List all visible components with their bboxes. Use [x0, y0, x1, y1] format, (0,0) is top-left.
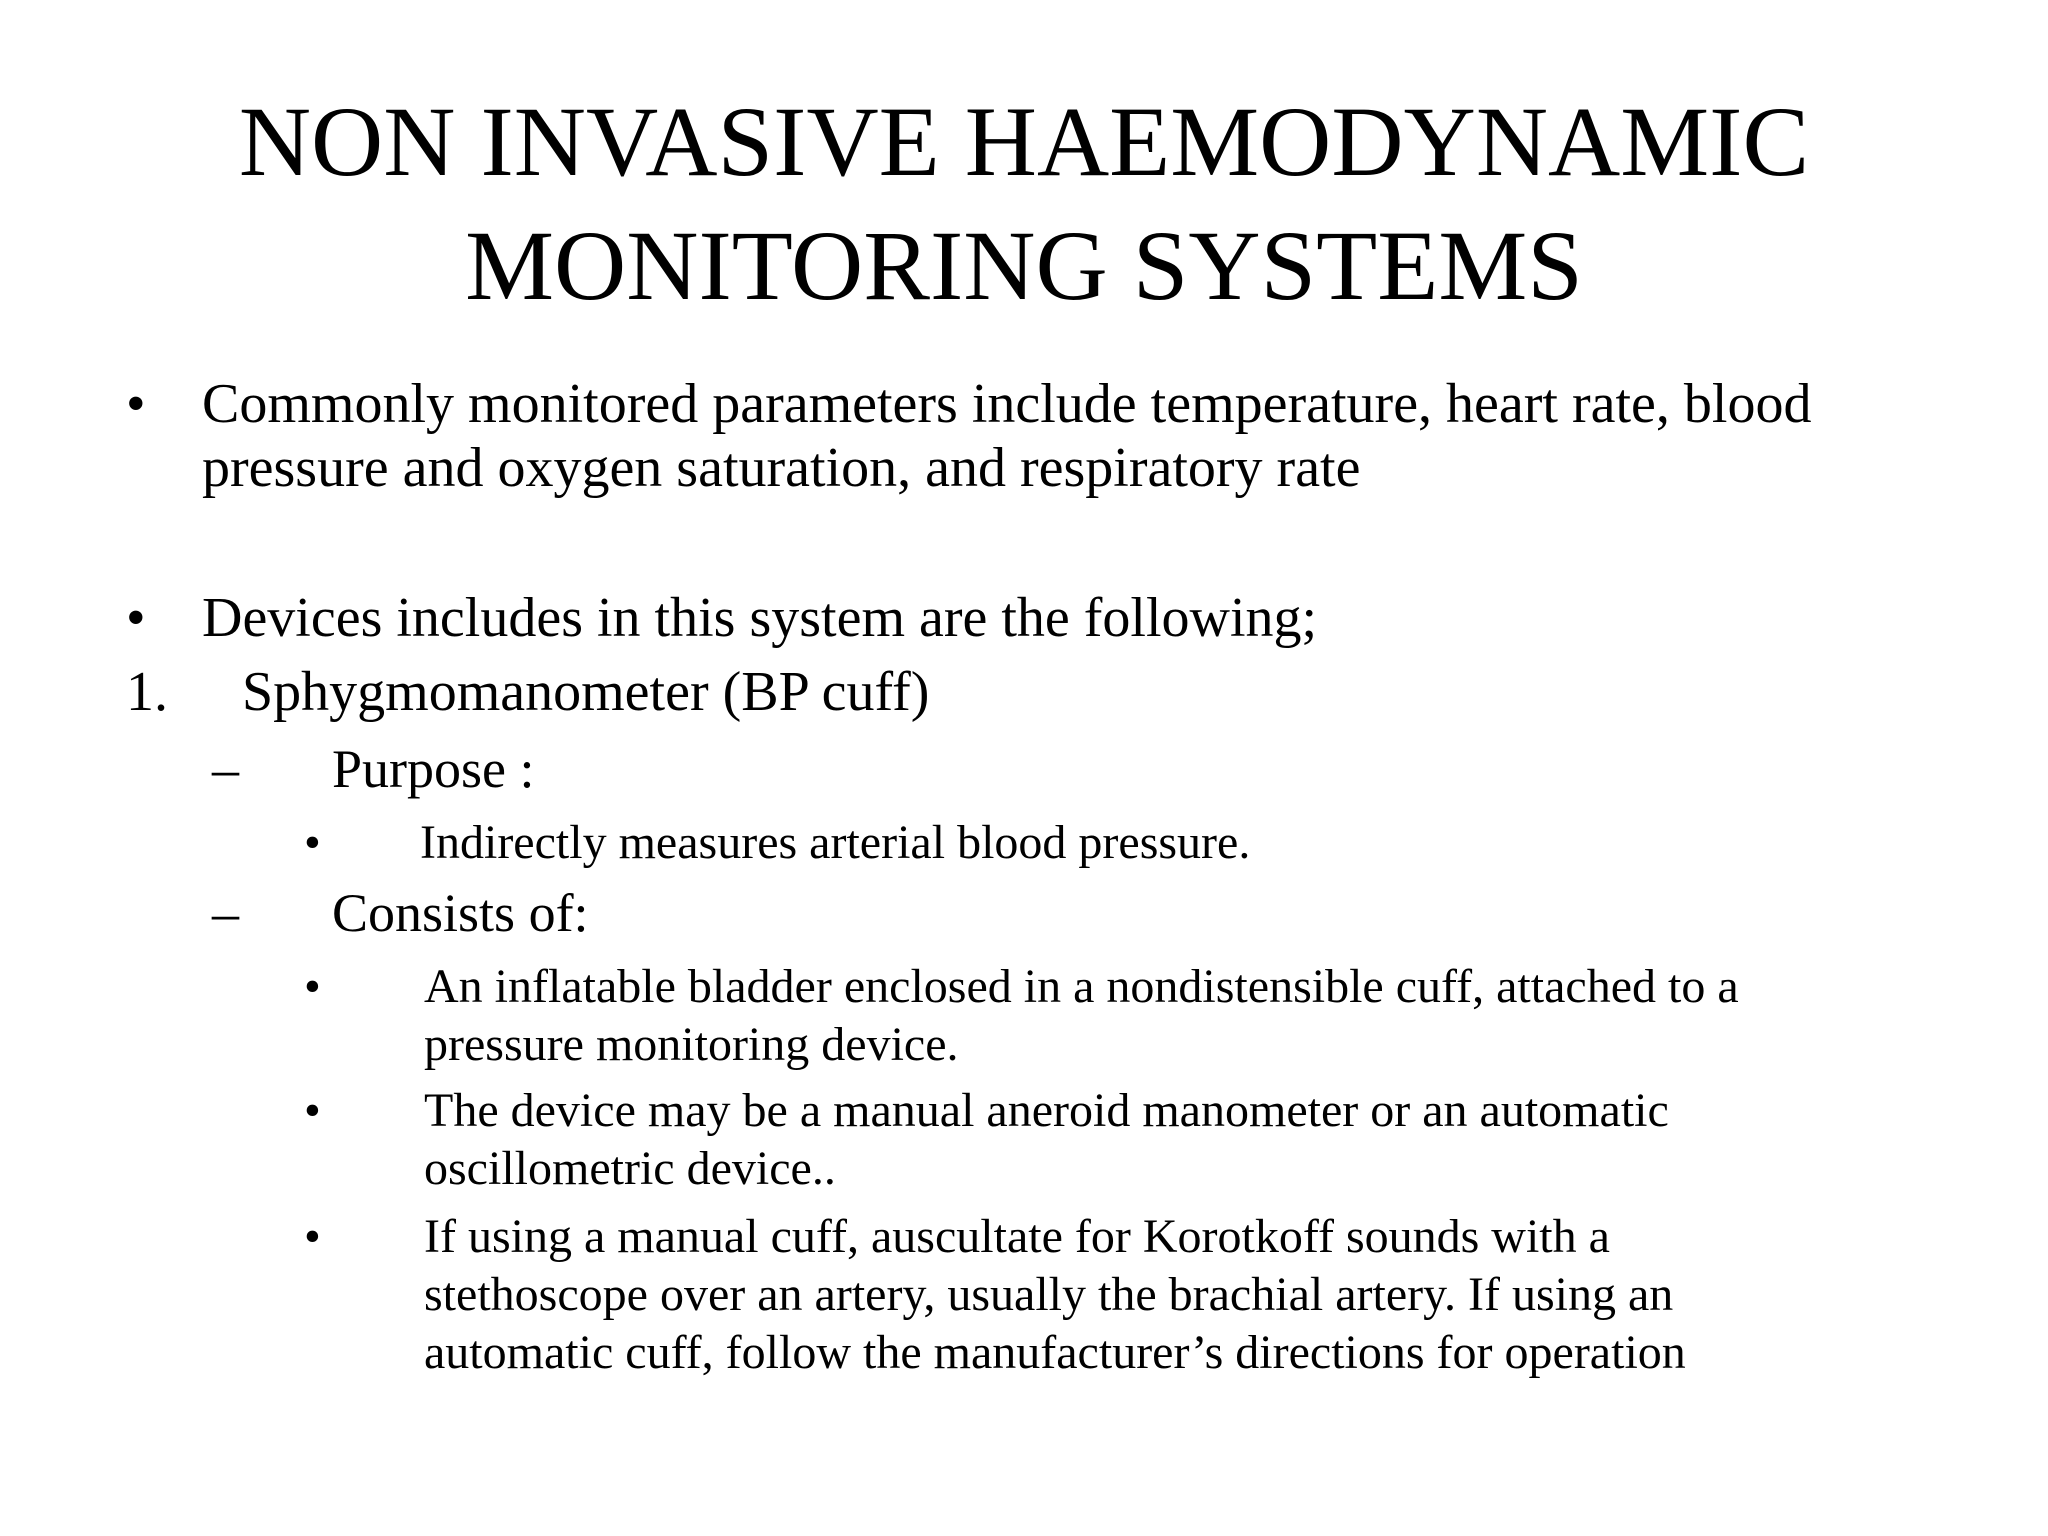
- bullet-marker: •: [126, 373, 146, 435]
- consists-item-3-line-3: automatic cuff, follow the manufacturer’s directions for operation: [424, 1326, 1686, 1379]
- purpose-item-1: Indirectly measures arterial blood pressure.: [420, 816, 1251, 869]
- title-line-2: MONITORING SYSTEMS: [465, 210, 1583, 321]
- consists-heading: Consists of:: [332, 883, 589, 943]
- bullet-1-line-1: Commonly monitored parameters include temperature, heart rate, blood: [202, 373, 1812, 435]
- consists-item-2-line-1: The device may be a manual aneroid manometer or an automatic: [424, 1084, 1669, 1137]
- sub-bullet-marker: •: [304, 1084, 321, 1137]
- title-line-1: NON INVASIVE HAEMODYNAMIC: [238, 86, 1810, 197]
- sub-bullet-marker: •: [304, 816, 321, 869]
- bullet-2-text: Devices includes in this system are the following;: [202, 587, 1318, 649]
- consists-item-3-line-1: If using a manual cuff, auscultate for Korotkoff sounds with a: [424, 1210, 1610, 1263]
- bullet-marker: •: [126, 587, 146, 649]
- sub-bullet-marker: •: [304, 1210, 321, 1263]
- bullet-1-line-2: pressure and oxygen saturation, and respiratory rate: [202, 437, 1361, 499]
- consists-item-2-line-2: oscillometric device..: [424, 1142, 836, 1195]
- consists-item-1-line-1: An inflatable bladder enclosed in a nondistensible cuff, attached to a: [424, 960, 1739, 1013]
- numbered-1-text: Sphygmomanometer (BP cuff): [242, 661, 930, 723]
- consists-item-3-line-2: stethoscope over an artery, usually the brachial artery. If using an: [424, 1268, 1674, 1321]
- purpose-heading: Purpose :: [332, 739, 535, 799]
- dash-marker: –: [212, 883, 239, 943]
- dash-marker: –: [212, 739, 239, 799]
- slide-title: [0, 80, 2048, 328]
- consists-item-1-line-2: pressure monitoring device.: [424, 1018, 959, 1071]
- numbered-marker: 1.: [126, 661, 168, 723]
- sub-bullet-marker: •: [304, 960, 321, 1013]
